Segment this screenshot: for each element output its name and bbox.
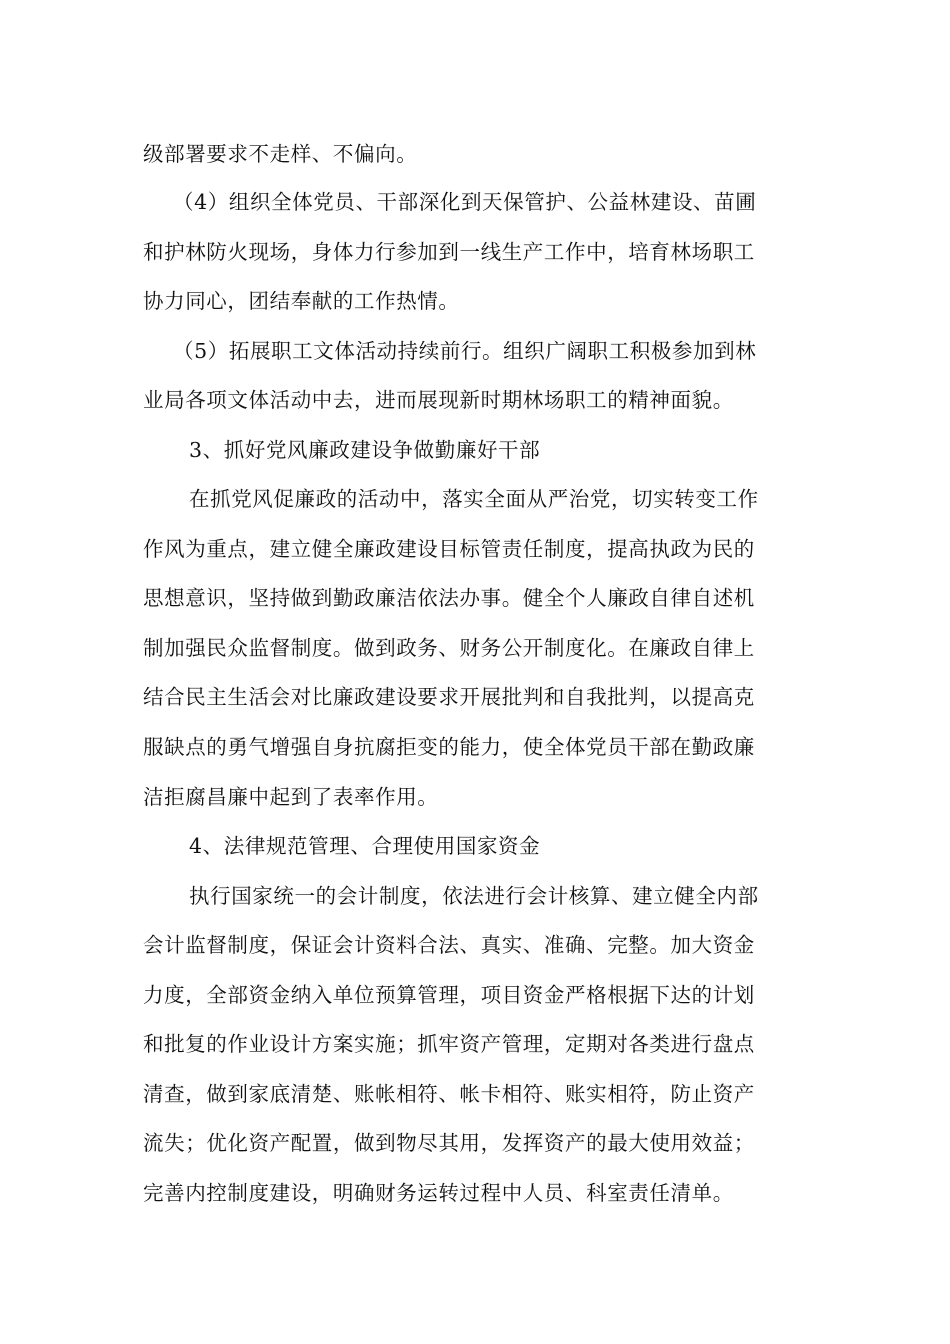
paragraph-line: 洁拒腐昌廉中起到了表率作用。 xyxy=(143,785,439,809)
paragraph-line: 流失；优化资产配置，做到物尽其用，发挥资产的最大使用效益； xyxy=(143,1131,755,1155)
paragraph-line: 清查，做到家底清楚、账帐相符、帐卡相符、账实相符，防止资产 xyxy=(143,1082,755,1106)
section-heading: 3、抓好党风廉政建设争做勤廉好干部 xyxy=(189,438,541,462)
paragraph-line: 和批复的作业设计方案实施；抓牢资产管理，定期对各类进行盘点 xyxy=(143,1032,755,1056)
paragraph-line: 作风为重点，建立健全廉政建设目标管责任制度，提高执政为民的 xyxy=(143,537,755,561)
paragraph-line: 协力同心，团结奉献的工作热情。 xyxy=(143,289,460,313)
paragraph-line: （5）拓展职工文体活动持续前行。组织广阔职工积极参加到林 xyxy=(173,339,757,363)
paragraph-line: 和护林防火现场，身体力行参加到一线生产工作中，培育林场职工 xyxy=(143,240,755,264)
paragraph-line: 会计监督制度，保证会计资料合法、真实、准确、完整。加大资金 xyxy=(143,933,755,957)
paragraph-line: 制加强民众监督制度。做到政务、财务公开制度化。在廉政自律上 xyxy=(143,636,755,660)
paragraph-line: 级部署要求不走样、不偏向。 xyxy=(143,142,418,166)
paragraph-line: 执行国家统一的会计制度，依法进行会计核算、建立健全内部 xyxy=(189,884,759,908)
paragraph-line: 思想意识，坚持做到勤政廉洁依法办事。健全个人廉政自律自述机 xyxy=(143,586,755,610)
paragraph-line: （4）组织全体党员、干部深化到天保管护、公益林建设、苗圃 xyxy=(173,190,757,214)
paragraph-line: 在抓党风促廉政的活动中，落实全面从严治党，切实转变工作 xyxy=(189,487,759,511)
paragraph-line: 服缺点的勇气增强自身抗腐拒变的能力，使全体党员干部在勤政廉 xyxy=(143,735,755,759)
section-heading: 4、法律规范管理、合理使用国家资金 xyxy=(189,834,541,858)
paragraph-line: 业局各项文体活动中去，进而展现新时期林场职工的精神面貌。 xyxy=(143,388,734,412)
paragraph-line: 力度，全部资金纳入单位预算管理，项目资金严格根据下达的计划 xyxy=(143,983,755,1007)
paragraph-line: 结合民主生活会对比廉政建设要求开展批判和自我批判，以提高克 xyxy=(143,685,755,709)
paragraph-line: 完善内控制度建设，明确财务运转过程中人员、科室责任清单。 xyxy=(143,1181,734,1205)
